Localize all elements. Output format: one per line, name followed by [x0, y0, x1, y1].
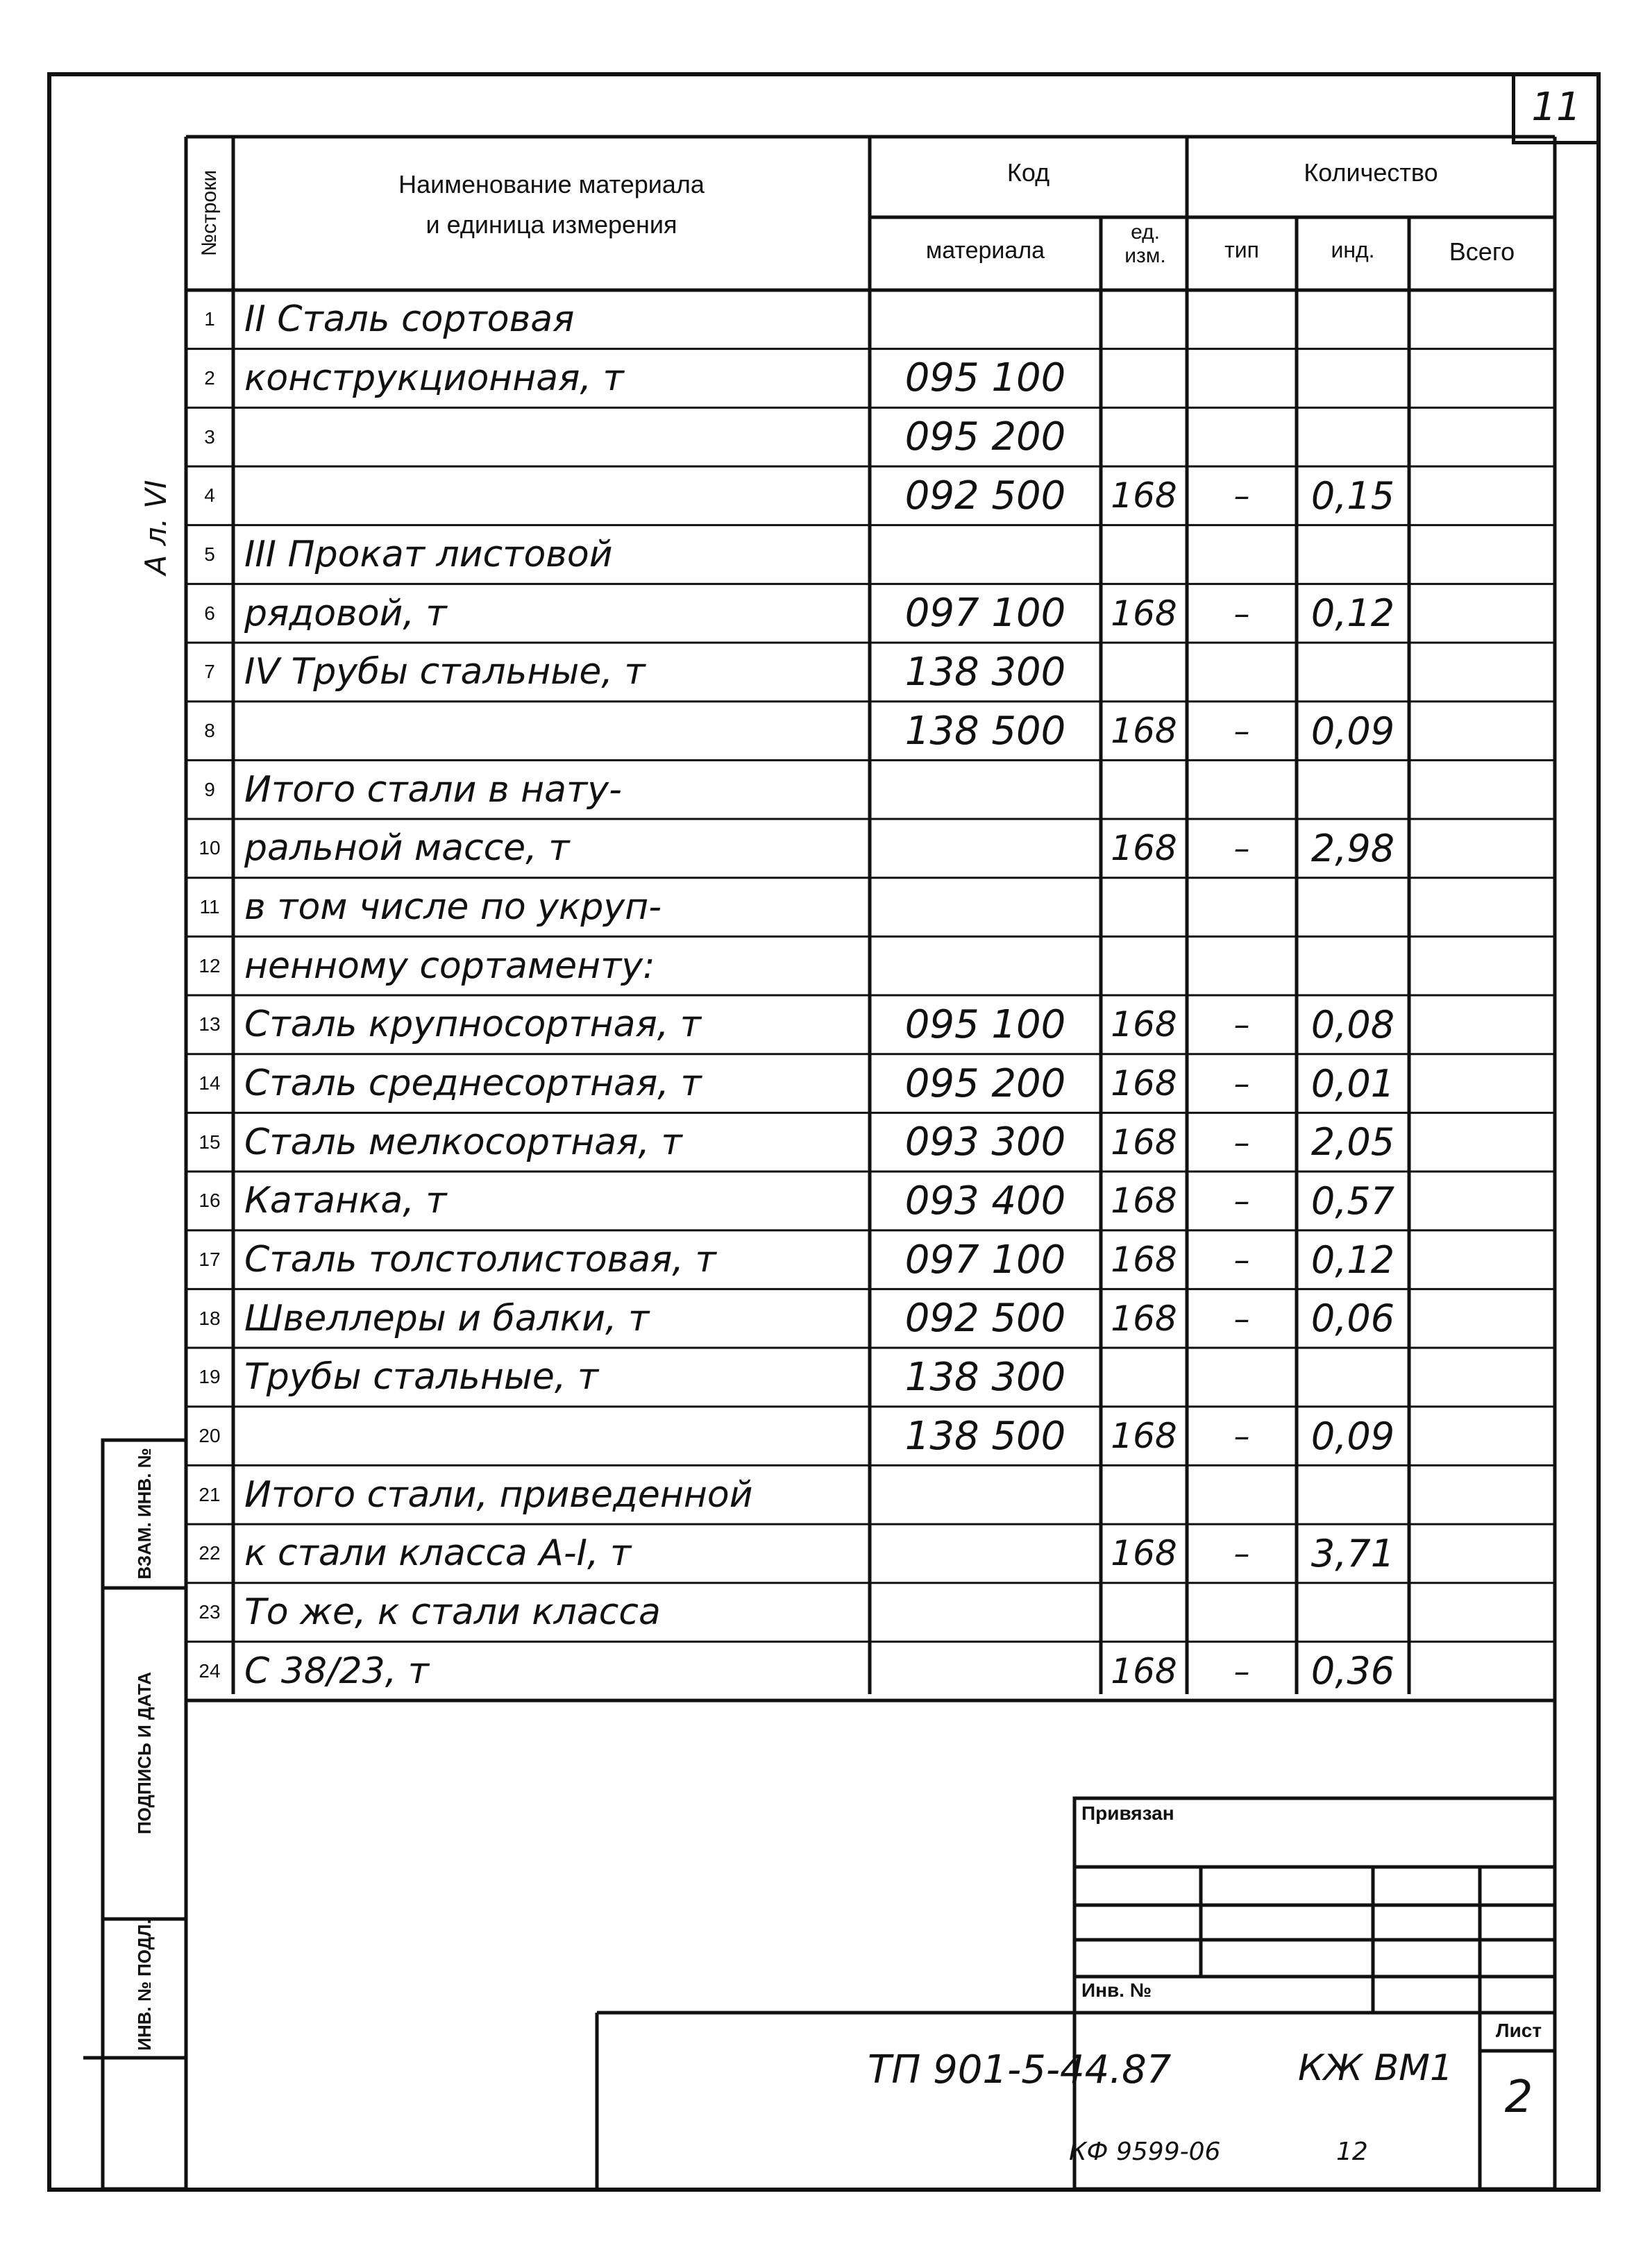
- row-code-cell: 093 400: [904, 1178, 1066, 1224]
- row-code-cell: [873, 760, 1098, 819]
- row-name-cell: III Прокат листовой: [244, 534, 613, 575]
- row-unit-cell: 168: [1111, 828, 1177, 869]
- row-name-cell: [236, 407, 867, 466]
- row-number-cell: 15: [199, 1131, 221, 1153]
- row-name-cell: [236, 702, 867, 761]
- row-type-cell: –: [1233, 1299, 1250, 1337]
- row-ind-cell: 2,05: [1310, 1120, 1395, 1165]
- row-unit-cell: 168: [1111, 1063, 1177, 1104]
- header-code-group: Код: [1006, 158, 1050, 187]
- row-unit-cell: 168: [1111, 1181, 1177, 1221]
- header-name-line2: и единица измерения: [425, 210, 677, 239]
- doc-code: ТП 901-5-44.87: [868, 2047, 1172, 2092]
- row-type-cell: –: [1233, 1065, 1250, 1103]
- row-name-cell: [236, 1407, 867, 1466]
- row-ind-cell: [1299, 1465, 1406, 1524]
- side-note: А л. VI: [139, 480, 173, 575]
- row-name-cell: конструкционная, т: [244, 357, 624, 399]
- row-ind-cell: [1299, 525, 1406, 584]
- row-ind-cell: 0,15: [1310, 473, 1395, 518]
- row-ind-cell: [1299, 643, 1406, 702]
- row-ind-cell: 0,36: [1310, 1649, 1395, 1693]
- row-number-cell: 24: [199, 1659, 221, 1682]
- page-number: 11: [1531, 85, 1581, 130]
- row-code-cell: [873, 936, 1098, 995]
- row-number-cell: 16: [199, 1190, 221, 1212]
- row-type-cell: –: [1233, 1006, 1250, 1044]
- row-type-cell: –: [1233, 1182, 1250, 1220]
- row-number-cell: 18: [199, 1307, 221, 1329]
- row-number-cell: 9: [204, 778, 215, 800]
- row-ind-cell: [1299, 878, 1406, 937]
- row-name-cell: IV Трубы стальные, т: [244, 651, 646, 693]
- row-name-cell: II Сталь сортовая: [244, 298, 575, 341]
- row-name-cell: Трубы стальные, т: [244, 1356, 599, 1398]
- row-type-cell: [1190, 1583, 1294, 1642]
- header-code-unit: ед. изм.: [1124, 221, 1166, 267]
- row-ind-cell: 0,08: [1310, 1002, 1395, 1047]
- strip-label-replaced-inv: ВЗАМ. ИНВ. №: [134, 1448, 155, 1580]
- row-number-cell: 10: [199, 837, 221, 859]
- row-unit-cell: [1104, 349, 1184, 408]
- header-code-material: материала: [925, 237, 1045, 264]
- row-name-cell: Сталь толстолистовая, т: [244, 1239, 716, 1281]
- row-unit-cell: [1104, 1348, 1184, 1407]
- row-code-cell: 092 500: [904, 1296, 1066, 1342]
- row-code-cell: [873, 1465, 1098, 1524]
- row-name-cell: к стали класса А-I, т: [244, 1532, 632, 1575]
- row-name-cell: ненному сортаменту:: [244, 945, 655, 987]
- row-type-cell: [1190, 349, 1294, 408]
- row-code-cell: 138 300: [904, 1354, 1066, 1400]
- row-code-cell: 138 500: [904, 1413, 1066, 1459]
- stamp-privyazan: Привязан: [1081, 1802, 1174, 1824]
- row-code-cell: 097 100: [904, 1237, 1066, 1283]
- row-type-cell: [1190, 936, 1294, 995]
- row-name-cell: Сталь крупносортная, т: [244, 1004, 702, 1046]
- row-code-cell: 095 200: [904, 1060, 1066, 1106]
- row-type-cell: –: [1233, 1241, 1250, 1279]
- row-type-cell: –: [1233, 1123, 1250, 1161]
- row-unit-cell: 168: [1111, 1004, 1177, 1045]
- row-unit-cell: 168: [1111, 1122, 1177, 1162]
- row-ind-cell: [1299, 1348, 1406, 1407]
- row-code-cell: [873, 1641, 1098, 1700]
- row-code-cell: 138 300: [904, 649, 1066, 695]
- row-number-cell: 11: [199, 896, 220, 918]
- row-code-cell: [873, 525, 1098, 584]
- row-type-cell: –: [1233, 1652, 1250, 1690]
- row-name-cell: [236, 466, 867, 525]
- row-type-cell: [1190, 760, 1294, 819]
- row-type-cell: [1190, 290, 1294, 349]
- row-unit-cell: 168: [1111, 1650, 1177, 1691]
- row-type-cell: [1190, 1465, 1294, 1524]
- row-name-cell: Катанка, т: [244, 1180, 447, 1222]
- row-number-cell: 13: [199, 1013, 221, 1035]
- row-name-cell: Швеллеры и балки, т: [244, 1297, 650, 1339]
- row-code-cell: 095 100: [904, 1001, 1066, 1047]
- row-type-cell: [1190, 525, 1294, 584]
- header-name-line1: Наименование материала: [398, 170, 705, 198]
- row-unit-cell: 168: [1111, 593, 1177, 634]
- row-number-cell: 21: [199, 1483, 221, 1505]
- row-type-cell: –: [1233, 712, 1250, 750]
- row-ind-cell: 0,12: [1310, 591, 1395, 636]
- row-number-cell: 1: [204, 308, 215, 330]
- row-ind-cell: 0,09: [1310, 1414, 1395, 1458]
- strip-label-signature-date: ПОДПИСЬ И ДАТА: [134, 1671, 155, 1835]
- row-number-cell: 12: [199, 954, 221, 976]
- doc-mark: КЖ ВМ1: [1298, 2047, 1453, 2089]
- row-type-cell: [1190, 407, 1294, 466]
- row-unit-cell: [1104, 878, 1184, 937]
- row-number-cell: 2: [204, 366, 215, 389]
- row-type-cell: –: [1233, 1417, 1250, 1455]
- row-type-cell: [1190, 878, 1294, 937]
- row-name-cell: С 38/23, т: [244, 1650, 430, 1692]
- row-number-cell: 14: [199, 1072, 221, 1094]
- strip-label-inv-orig: ИНВ. № ПОДЛ.: [134, 1919, 155, 2051]
- row-name-cell: Итого стали в нату-: [244, 768, 622, 811]
- row-unit-cell: [1104, 1583, 1184, 1642]
- row-number-cell: 3: [204, 425, 215, 448]
- row-unit-cell: [1104, 760, 1184, 819]
- row-ind-cell: 0,01: [1310, 1061, 1395, 1106]
- row-code-cell: 095 100: [904, 355, 1066, 401]
- row-ind-cell: [1299, 1583, 1406, 1642]
- row-ind-cell: 0,09: [1310, 709, 1395, 753]
- row-unit-cell: [1104, 525, 1184, 584]
- row-unit-cell: [1104, 407, 1184, 466]
- row-unit-cell: 168: [1111, 1298, 1177, 1339]
- footer-note: КФ 9599-06: [1069, 2138, 1221, 2166]
- row-code-cell: 097 100: [904, 591, 1066, 636]
- row-number-cell: 19: [199, 1366, 221, 1388]
- row-code-cell: [873, 1524, 1098, 1583]
- row-type-cell: –: [1233, 594, 1250, 632]
- row-code-cell: 093 300: [904, 1119, 1066, 1165]
- row-name-cell: То же, к стали класса: [244, 1591, 661, 1634]
- row-number-cell: 20: [199, 1425, 221, 1447]
- row-number-cell: 7: [204, 661, 215, 683]
- row-type-cell: –: [1233, 1534, 1250, 1573]
- row-ind-cell: [1299, 349, 1406, 408]
- row-name-cell: рядовой, т: [244, 592, 447, 634]
- row-type-cell: –: [1233, 829, 1250, 868]
- row-unit-cell: 168: [1111, 475, 1177, 516]
- row-ind-cell: 0,57: [1310, 1178, 1395, 1223]
- sheet-label: Лист: [1495, 2020, 1542, 2041]
- header-quantity-total: Всего: [1449, 237, 1515, 266]
- row-type-cell: –: [1233, 477, 1250, 515]
- row-code-cell: 095 200: [904, 414, 1066, 460]
- row-unit-cell: [1104, 1465, 1184, 1524]
- sheet-number: 2: [1504, 2072, 1533, 2123]
- row-ind-cell: 0,12: [1310, 1237, 1395, 1282]
- row-number-cell: 5: [204, 543, 215, 565]
- row-name-cell: Итого стали, приведенной: [244, 1473, 753, 1516]
- footer-number: 12: [1336, 2138, 1368, 2166]
- row-number-cell: 4: [204, 484, 215, 507]
- row-code-cell: [873, 290, 1098, 349]
- header-row-number: №строки: [198, 169, 221, 257]
- row-type-cell: [1190, 643, 1294, 702]
- row-ind-cell: [1299, 407, 1406, 466]
- row-ind-cell: [1299, 290, 1406, 349]
- header-quantity-type: тип: [1224, 237, 1259, 262]
- row-name-cell: в том числе по укруп-: [244, 886, 661, 929]
- row-unit-cell: 168: [1111, 1533, 1177, 1574]
- row-code-cell: 092 500: [904, 473, 1066, 518]
- header-quantity-ind: инд.: [1331, 237, 1375, 262]
- row-ind-cell: 0,06: [1310, 1296, 1395, 1341]
- row-number-cell: 17: [199, 1249, 221, 1271]
- row-name-cell: Сталь среднесортная, т: [244, 1063, 702, 1105]
- row-ind-cell: 3,71: [1310, 1531, 1395, 1575]
- row-unit-cell: 168: [1111, 1240, 1177, 1280]
- row-name-cell: Сталь мелкосортная, т: [244, 1121, 682, 1163]
- row-code-cell: 138 500: [904, 708, 1066, 754]
- row-name-cell: ральной массе, т: [244, 827, 570, 870]
- row-unit-cell: 168: [1111, 711, 1177, 752]
- row-number-cell: 23: [199, 1601, 221, 1623]
- row-code-cell: [873, 1583, 1098, 1642]
- stamp-inv-no: Инв. №: [1081, 1979, 1152, 2001]
- header-quantity-group: Количество: [1304, 158, 1438, 187]
- row-type-cell: [1190, 1348, 1294, 1407]
- row-unit-cell: [1104, 936, 1184, 995]
- row-ind-cell: [1299, 936, 1406, 995]
- row-number-cell: 8: [204, 720, 215, 742]
- row-number-cell: 22: [199, 1542, 221, 1564]
- row-unit-cell: [1104, 643, 1184, 702]
- row-number-cell: 6: [204, 602, 215, 624]
- row-code-cell: [873, 878, 1098, 937]
- row-ind-cell: [1299, 760, 1406, 819]
- row-code-cell: [873, 819, 1098, 878]
- row-unit-cell: 168: [1111, 1416, 1177, 1457]
- row-unit-cell: [1104, 290, 1184, 349]
- row-ind-cell: 2,98: [1310, 826, 1395, 870]
